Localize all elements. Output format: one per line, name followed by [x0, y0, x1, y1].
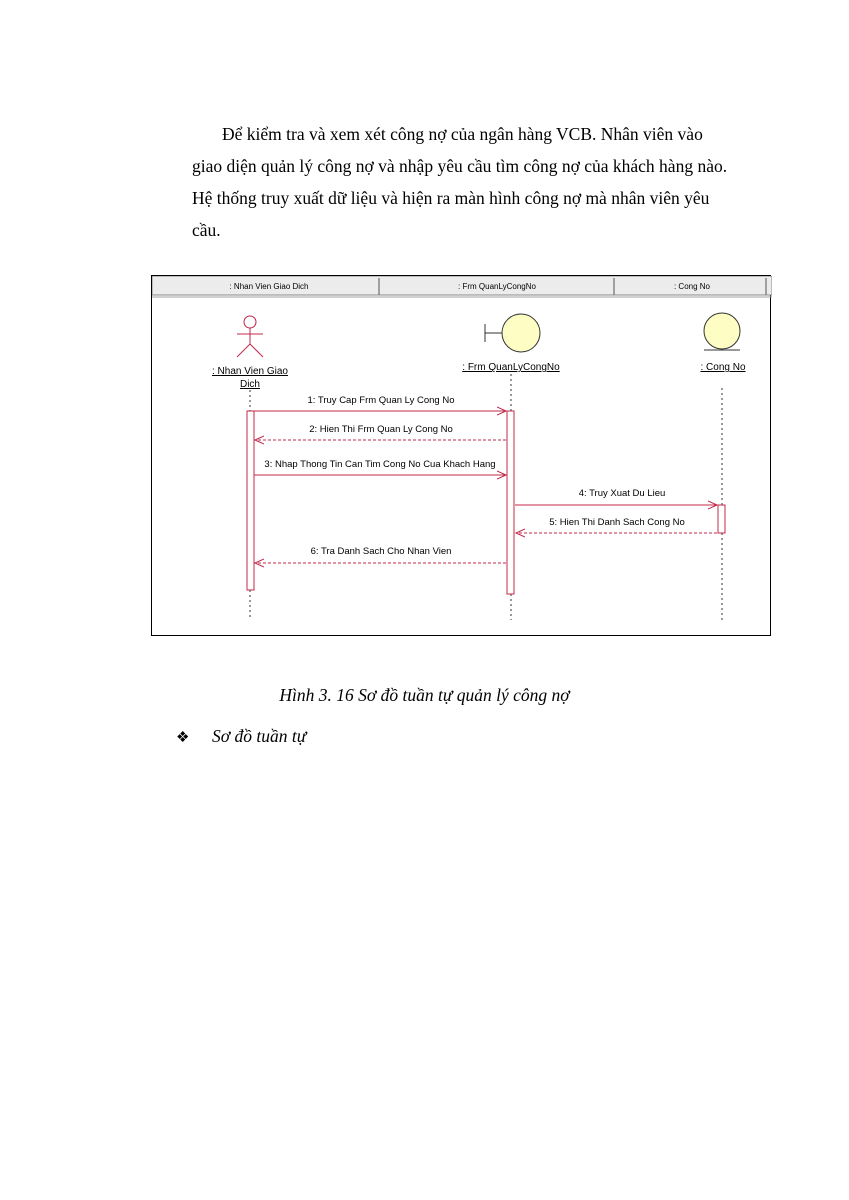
entity-label: : Cong No: [700, 362, 746, 373]
paragraph-line: Để kiểm tra và xem xét công nợ của ngân hàng VCB. Nhân viên vào: [222, 124, 703, 144]
figure-caption: Hình 3. 16 Sơ đồ tuần tự quản lý công nợ: [279, 685, 570, 705]
entity-icon: [704, 313, 740, 350]
boundary-label: : Frm QuanLyCongNo: [462, 362, 560, 373]
bullet-text: Sơ đồ tuần tự: [212, 726, 307, 746]
paragraph-line: giao diện quản lý công nợ và nhập yêu cầu tìm công nợ của khách hàng nào.: [192, 156, 728, 176]
boundary-icon: [485, 314, 540, 352]
actor-label: : Nhan Vien Giao: [212, 366, 288, 377]
header-boundary: : Frm QuanLyCongNo: [458, 282, 536, 291]
intro-paragraph: [192, 118, 782, 246]
actor-activation: [247, 411, 254, 590]
message-2-label: 2: Hien Thi Frm Quan Ly Cong No: [309, 424, 453, 435]
diamond-bullet-icon: ❖: [176, 730, 190, 746]
sequence-diagram-canvas: [152, 276, 772, 637]
paragraph-line: Hệ thống truy xuất dữ liệu và hiện ra màn hình công nợ mà nhân viên yêu: [192, 188, 710, 208]
message-4-label: 4: Truy Xuat Du Lieu: [578, 488, 666, 499]
paragraph-line: cầu.: [192, 220, 221, 240]
actor-label-line2: Dich: [239, 379, 261, 390]
stick-figure-icon: [237, 316, 263, 357]
header-actor: : Nhan Vien Giao Dich: [229, 282, 309, 291]
bullet-item: [176, 726, 306, 747]
entity-activation: [718, 505, 725, 533]
message-6-label: 6: Tra Danh Sach Cho Nhan Vien: [310, 546, 452, 557]
message-5-label: 5: Hien Thi Danh Sach Cong No: [549, 517, 685, 528]
boundary-activation: [507, 411, 514, 594]
sequence-diagram: [151, 275, 771, 636]
header-entity: : Cong No: [673, 282, 711, 291]
message-3-label: 3: Nhap Thong Tin Can Tim Cong No Cua Khach Hang: [264, 459, 496, 470]
message-1-label: 1: Truy Cap Frm Quan Ly Cong No: [307, 395, 455, 406]
